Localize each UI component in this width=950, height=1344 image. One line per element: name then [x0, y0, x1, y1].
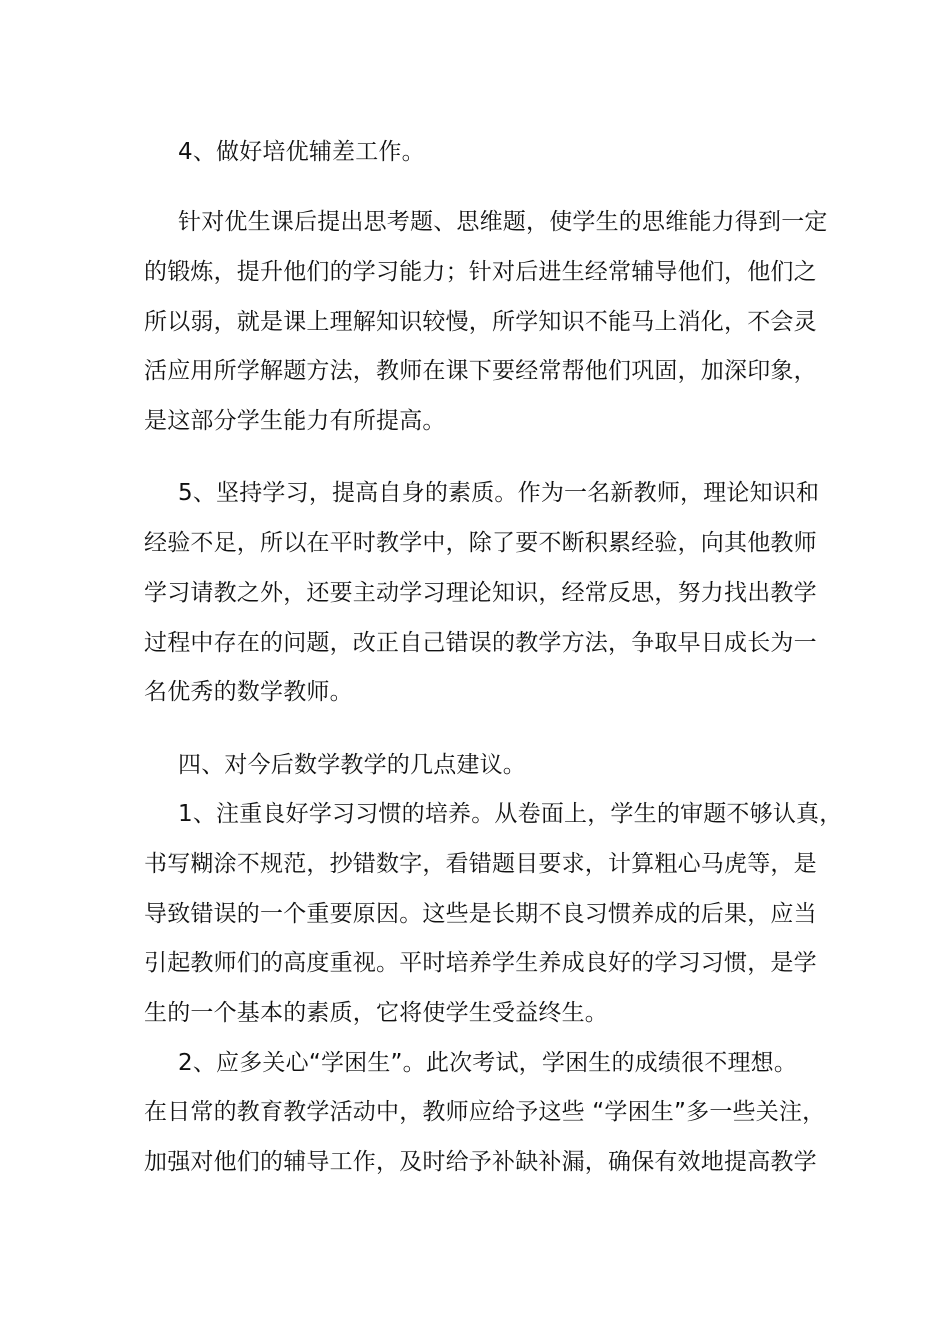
paragraph-line: 过程中存在的问题，改正自己错误的教学方法，争取早日成长为一	[144, 630, 817, 656]
paragraph-line: 名优秀的数学教师。	[144, 679, 353, 705]
paragraph-line: 是这部分学生能力有所提高。	[144, 408, 446, 434]
paragraph-line: 的锻炼，提升他们的学习能力；针对后进生经常辅导他们，他们之	[144, 259, 817, 285]
paragraph-line: 生的一个基本的素质，它将使学生受益终生。	[144, 1000, 608, 1026]
paragraph-line: 书写糊涂不规范，抄错数字，看错题目要求，计算粗心马虎等，是	[144, 851, 817, 877]
paragraph-line: 经验不足，所以在平时教学中，除了要不断积累经验，向其他教师	[144, 530, 817, 556]
paragraph-line: 针对优生课后提出思考题、思维题，使学生的思维能力得到一定	[178, 209, 828, 235]
paragraph-line: 加强对他们的辅导工作，及时给予补缺补漏，确保有效地提高教学	[144, 1149, 817, 1175]
paragraph-line: 在日常的教育教学活动中，教师应给予这些 “学困生”多一些关注，	[144, 1099, 826, 1125]
paragraph-line: 引起教师们的高度重视。平时培养学生养成良好的学习习惯，是学	[144, 950, 817, 976]
section-heading-4: 4、做好培优辅差工作。	[178, 139, 425, 165]
section-heading-four: 四、对今后数学教学的几点建议。	[178, 752, 526, 778]
paragraph-line: 学习请教之外，还要主动学习理论知识，经常反思，努力找出教学	[144, 580, 817, 606]
paragraph-line: 1、注重良好学习习惯的培养。从卷面上，学生的审题不够认真，	[178, 801, 843, 827]
paragraph-line: 导致错误的一个重要原因。这些是长期不良习惯养成的后果，应当	[144, 901, 817, 927]
paragraph-line: 5、坚持学习，提高自身的素质。作为一名新教师，理论知识和	[178, 480, 820, 506]
paragraph-line: 活应用所学解题方法，教师在课下要经常帮他们巩固，加深印象，	[144, 358, 817, 384]
paragraph-line: 2、应多关心“学困生”。此次考试，学困生的成绩很不理想。	[178, 1050, 798, 1076]
paragraph-line: 所以弱，就是课上理解知识较慢，所学知识不能马上消化，不会灵	[144, 309, 817, 335]
